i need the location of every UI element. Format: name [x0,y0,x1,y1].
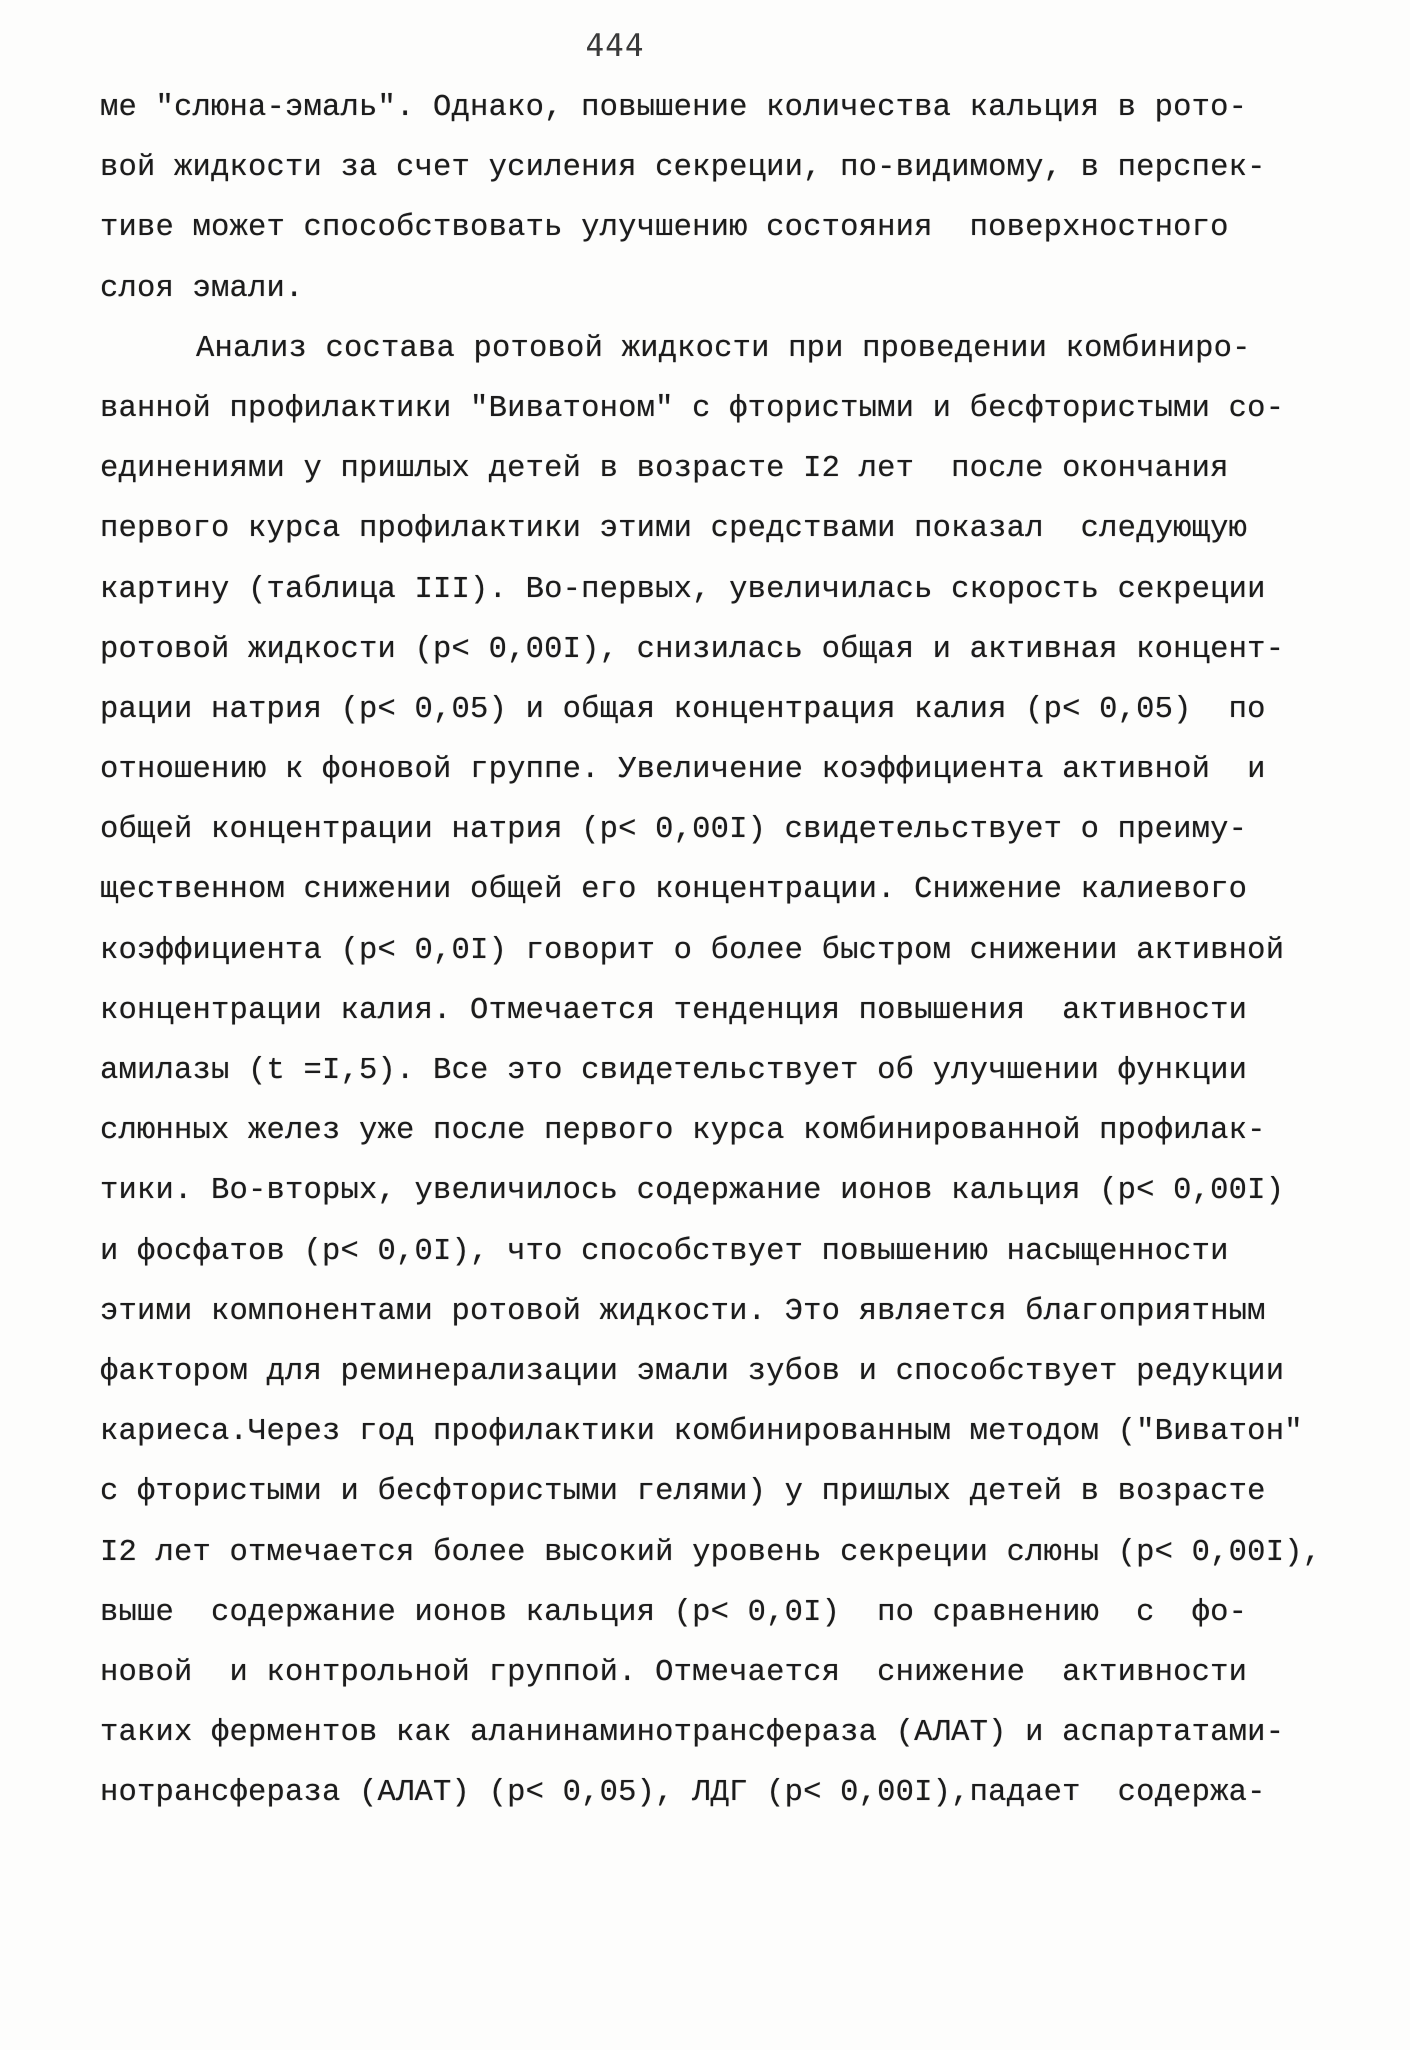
text-line: кариеса.Через год профилактики комбинированным методом ("Виватон" [100,1415,1303,1450]
body-text [100,78,1322,1823]
text-line: щественном снижении общей его концентрации. Снижение калиевого [100,873,1248,908]
text-line: первого курса профилактики этими средствами показал следующую [100,512,1248,547]
paragraph-first-line: Анализ состава ротовой жидкости при проведении комбиниро- [196,331,1251,366]
text-line: тиве может способствовать улучшению состояния поверхностного [100,211,1229,246]
text-line: новой и контрольной группой. Отмечается снижение активности [100,1655,1248,1690]
text-line: тики. Во-вторых, увеличилось содержание ионов кальция (p< 0,00I) [100,1174,1285,1209]
page-number: 444 [585,28,645,64]
text-line: нотрансфераза (АЛАТ) (p< 0,05), ЛДГ (p< 0,00I),падает содержа- [100,1776,1266,1811]
text-line: рации натрия (p< 0,05) и общая концентрация калия (p< 0,05) по [100,692,1266,727]
text-line: слоя эмали. [100,271,304,306]
text-line: картину (таблица III). Во-первых, увеличилась скорость секреции [100,572,1266,607]
text-line: I2 лет отмечается более высокий уровень секреции слюны (p< 0,00I), [100,1535,1322,1570]
text-line: вой жидкости за счет усиления секреции, по-видимому, в перспек- [100,151,1266,186]
text-line: ротовой жидкости (p< 0,00I), снизилась общая и активная концент- [100,632,1285,667]
text-line: этими компонентами ротовой жидкости. Это является благоприятным [100,1294,1266,1329]
text-line: отношению к фоновой группе. Увеличение коэффициента активной и [100,753,1266,788]
text-line: с фтористыми и бесфтористыми гелями) у пришлых детей в возрасте [100,1475,1266,1510]
text-line: таких ферментов как аланинаминотрансфераза (АЛАТ) и аспартатами- [100,1716,1285,1751]
text-line: ме "слюна-эмаль". Однако, повышение количества кальция в рото- [100,91,1248,125]
text-line: коэффициента (p< 0,0I) говорит о более быстром снижении активной [100,933,1285,968]
text-line: и фосфатов (p< 0,0I), что способствует повышению насыщенности [100,1234,1229,1269]
text-line: амилазы (t =I,5). Все это свидетельствует об улучшении функции [100,1054,1248,1088]
text-line: фактором для реминерализации эмали зубов и способствует редукции [100,1354,1285,1389]
text-line: общей концентрации натрия (p< 0,00I) свидетельствует о преиму- [100,813,1248,848]
text-line: слюнных желез уже после первого курса комбинированной профилак- [100,1114,1266,1149]
text-line: выше содержание ионов кальция (p< 0,0I) по сравнению с фо- [100,1595,1248,1630]
text-line: концентрации калия. Отмечается тенденция повышения активности [100,993,1248,1028]
text-line: единениями у пришлых детей в возрасте I2 лет после окончания [100,452,1229,487]
text-line: ванной профилактики "Виватоном" с фтористыми и бесфтористыми со- [100,391,1285,426]
